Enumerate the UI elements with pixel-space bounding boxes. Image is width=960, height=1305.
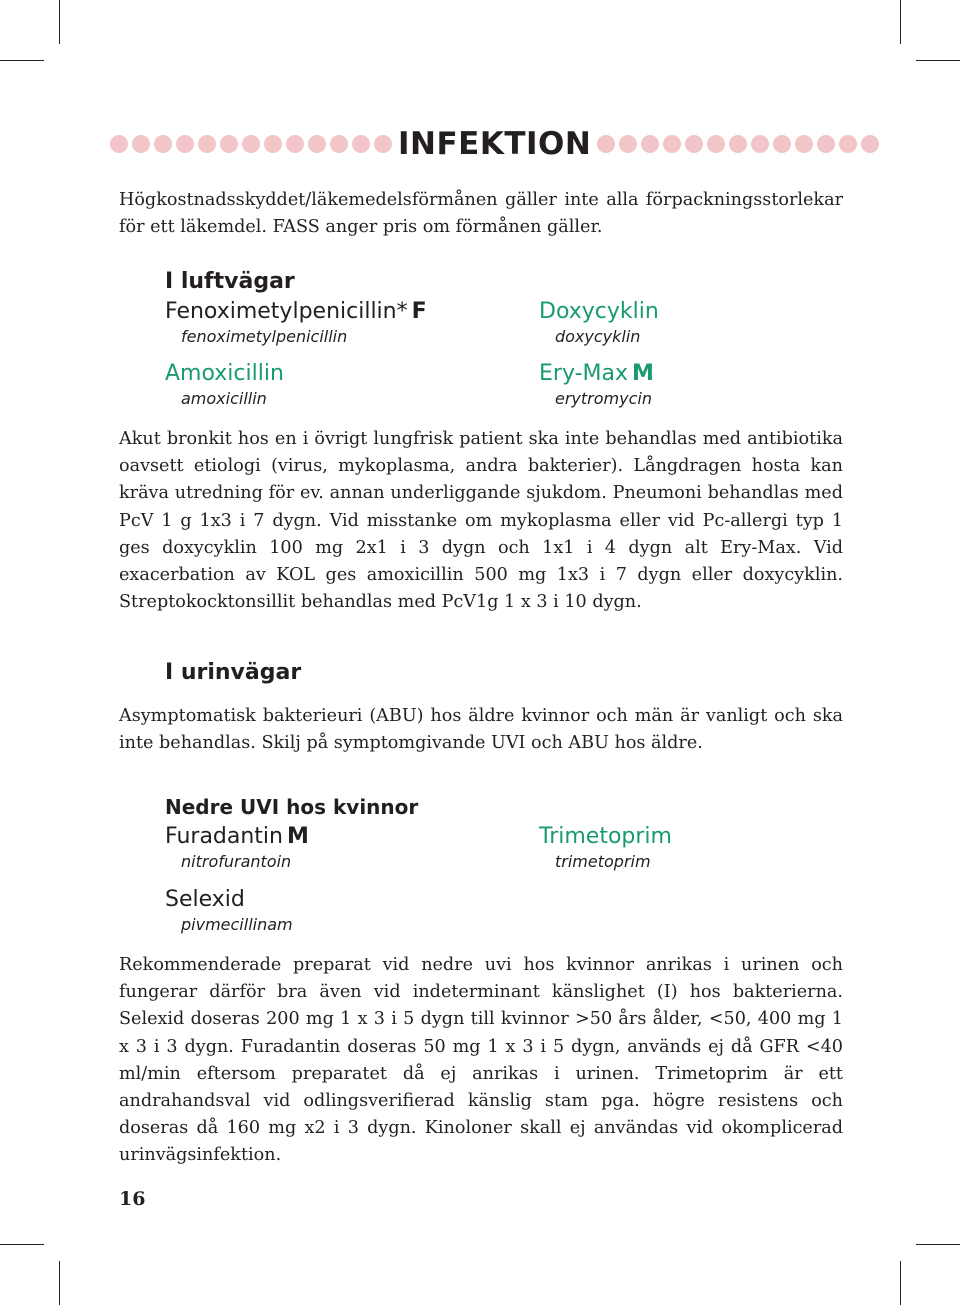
decorative-dot: [817, 135, 835, 153]
brand-name: Ery-Max: [539, 361, 628, 386]
heading-urinvagar: I urinvägar: [165, 660, 302, 685]
drug-amoxicillin: [165, 360, 288, 410]
drug-badge: M: [287, 824, 309, 849]
section-header: [110, 122, 850, 166]
generic-name: pivmecillinam: [181, 915, 293, 934]
section-title: INFEKTION: [398, 126, 592, 162]
decorative-dot: [729, 135, 747, 153]
drug-badge: F: [411, 299, 427, 324]
decorative-dot: [132, 135, 150, 153]
generic-name: nitrofurantoin: [181, 852, 292, 871]
decorative-dot: [176, 135, 194, 153]
drug-badge: M: [632, 361, 654, 386]
brand-name: Doxycyklin: [539, 299, 659, 324]
crop-mark-top-left: [59, 0, 60, 44]
intro-paragraph: Högkostnadsskyddet/läkemedelsförmånen gäller inte alla förpackningsstorlekar för ett läkemdel. FASS anger pris om förmånen gäller.: [119, 190, 843, 238]
decorative-dot: [242, 135, 260, 153]
decorative-dot: [308, 135, 326, 153]
decorative-dot: [374, 135, 392, 153]
decorative-dot: [220, 135, 238, 153]
crop-mark-top-left-h: [0, 60, 44, 61]
drug-name: [165, 360, 288, 388]
decorative-dot: [110, 135, 128, 153]
decorative-dot: [685, 135, 703, 153]
drug-name: [165, 886, 293, 914]
drug-doxycyklin: [539, 298, 663, 348]
drug-ery-max: [539, 360, 654, 410]
brand-name: Amoxicillin: [165, 361, 284, 386]
drug-trimetoprim: [539, 823, 676, 873]
decorative-dot: [264, 135, 282, 153]
decorative-dot: [286, 135, 304, 153]
crop-mark-top-right-h: [916, 60, 960, 61]
urinvagar-paragraph: Asymptomatisk bakterieuri (ABU) hos äldre kvinnor och män är vanligt och ska inte behandlas. Skilj på symptomgivande UVI och ABU hos äldre.: [119, 706, 843, 754]
generic-name: trimetoprim: [555, 852, 651, 871]
drug-selexid: [165, 886, 293, 936]
drug-name: [539, 823, 676, 851]
heading-luftvagar: I luftvägar: [165, 269, 295, 294]
decorative-dot: [641, 135, 659, 153]
decorative-dot: [154, 135, 172, 153]
crop-mark-bottom-right-h: [916, 1244, 960, 1245]
nedre-uvi-paragraph: Rekommenderade preparat vid nedre uvi hos kvinnor anrikas i urinen och fungerar därför bra även vid indeterminant känslighet (I) hos bakterierna. Selexid doseras 200 mg 1 x 3 i 5 dygn till kvinnor >50 års ålder, <50, 400 mg 1 x 3 i 3 dygn. Furadantin doseras 50 mg 1 x 3 i 5 dygn, används ej då GFR <40 ml/min eftersom preparatet då ej anrikas i urinen. Trimetoprim är ett andrahandsval vid odlingsverifierad känslig stam pga. högre resistens och doseras då 160 mg x2 i 3 dygn. Kinoloner skall ej användas vid okomplicerad urinvägsinfektion.: [119, 955, 843, 1166]
crop-mark-bottom-left: [59, 1261, 60, 1305]
generic-name: erytromycin: [555, 389, 652, 408]
decorative-dot: [707, 135, 725, 153]
drug-name: [165, 298, 427, 326]
decorative-dot: [352, 135, 370, 153]
decorative-dot: [839, 135, 857, 153]
decorative-dot: [751, 135, 769, 153]
page-number: 16: [119, 1188, 146, 1210]
decorative-dot: [619, 135, 637, 153]
brand-name: Selexid: [165, 887, 245, 912]
drug-name: [539, 360, 654, 388]
brand-name: Trimetoprim: [539, 824, 672, 849]
decorative-dots-left: [110, 135, 392, 153]
drug-fenoximetylpenicillin: [165, 298, 427, 348]
drug-name: [539, 298, 663, 326]
generic-name: amoxicillin: [181, 389, 267, 408]
decorative-dot: [795, 135, 813, 153]
decorative-dot: [597, 135, 615, 153]
decorative-dot: [861, 135, 879, 153]
decorative-dot: [330, 135, 348, 153]
luftvagar-paragraph: Akut bronkit hos en i övrigt lungfrisk patient ska inte behandlas med antibiotika oavsett etiologi (virus, mykoplasma, andra bakterier). Långdragen hosta kan kräva utredning för ev. annan underliggande sjukdom. Pneumoni behandlas med PcV 1 g 1x3 i 7 dygn. Vid misstanke om mykoplasma eller vid Pc-allergi typ 1 ges doxycyklin 100 mg 2x1 i 3 dygn och 1x1 i 4 dygn alt Ery-Max. Vid exacerbation av KOL ges amoxicillin 500 mg 1x3 i 7 dygn eller doxycyklin. Streptokocktonsillit behandlas med PcV1g 1 x 3 i 10 dygn.: [119, 429, 843, 613]
decorative-dot: [773, 135, 791, 153]
crop-mark-top-right: [900, 0, 901, 44]
crop-mark-bottom-right: [900, 1261, 901, 1305]
generic-name: doxycyklin: [555, 327, 641, 346]
decorative-dots-right: [597, 135, 879, 153]
decorative-dot: [198, 135, 216, 153]
decorative-dot: [663, 135, 681, 153]
drug-furadantin: [165, 823, 309, 873]
heading-nedre-uvi: Nedre UVI hos kvinnor: [165, 795, 419, 819]
brand-name: Fenoximetylpenicillin*: [165, 299, 408, 324]
brand-name: Furadantin: [165, 824, 283, 849]
drug-name: [165, 823, 309, 851]
crop-mark-bottom-left-h: [0, 1244, 44, 1245]
generic-name: fenoximetylpenicillin: [181, 327, 348, 346]
